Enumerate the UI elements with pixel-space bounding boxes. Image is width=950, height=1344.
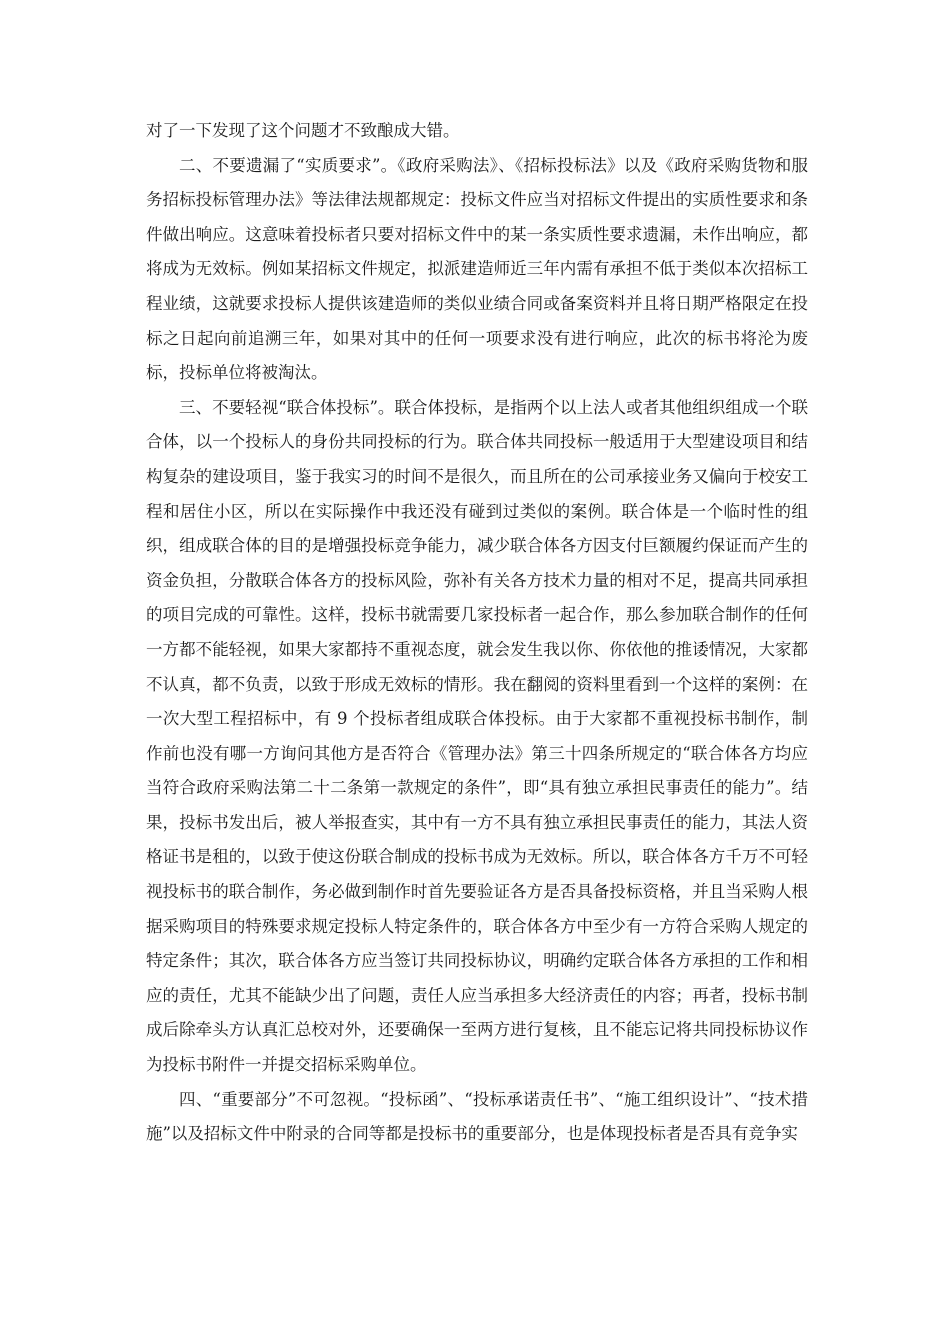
- document-body: [146, 114, 808, 1152]
- paragraph-section-2-substantive-requirements: 二、不要遗漏了“实质要求”。《政府采购法》、《招标投标法》以及《政府采购货物和服务招标投标管理办法》等法律法规都规定：投标文件应当对招标文件提出的实质性要求和条件做出响应。这意味着投标者只要对招标文件中的某一条实质性要求遗漏，未作出响应，都将成为无效标。例如某招标文件规定，拟派建造师近三年内需有承担不低于类似本次招标工程业绩，这就要求投标人提供该建造师的类似业绩合同或备案资料并且将日期严格限定在投标之日起向前追溯三年，如果对其中的任何一项要求没有进行响应，此次的标书将沦为废标，投标单位将被淘汰。: [146, 155, 808, 383]
- paragraph-continuation: 对了一下发现了这个问题才不致酿成大错。: [146, 121, 460, 140]
- paragraph-section-3-consortium-bidding: 三、不要轻视“联合体投标”。联合体投标，是指两个以上法人或者其他组织组成一个联合体，以一个投标人的身份共同投标的行为。联合体共同投标一般适用于大型建设项目和结构复杂的建设项目，鉴于我实习的时间不是很久，而且所在的公司承接业务又偏向于校安工程和居住小区，所以在实际操作中我还没有碰到过类似的案例。联合体是一个临时性的组织，组成联合体的目的是增强投标竞争能力，减少联合体各方因支付巨额履约保证而产生的资金负担，分散联合体各方的投标风险，弥补有关各方技术力量的相对不足，提高共同承担的项目完成的可靠性。这样，投标书就需要几家投标者一起合作，那么参加联合制作的任何一方都不能轻视，如果大家都持不重视态度，就会发生我以你、你依他的推诿情况，大家都不认真，都不负责，以致于形成无效标的情形。我在翻阅的资料里看到一个这样的案例：在一次大型工程招标中，有 9 个投标者组成联合体投标。由于大家都不重视投标书制作，制作前也没有哪一方询问其他方是否符合《管理办法》第三十四条所规定的“联合体各方均应当符合政府采购法第二十二条第一款规定的条件”，即“具有独立承担民事责任的能力”。结果，投标书发出后，被人举报查实，其中有一方不具有独立承担民事责任的能力，其法人资格证书是租的，以致于使这份联合制成的投标书成为无效标。所以，联合体各方千万不可轻视投标书的联合制作，务必做到制作时首先要验证各方是否具备投标资格，并且当采购人根据采购项目的特殊要求规定投标人特定条件的，联合体各方中至少有一方符合采购人规定的特定条件；其次，联合体各方应当签订共同投标协议，明确约定联合体各方承担的工作和相应的责任，尤其不能缺少出了问题，责任人应当承担多大经济责任的内容；再者，投标书制成后除牵头方认真汇总校对外，还要确保一至两方进行复核，且不能忘记将共同投标协议作为投标书附件一并提交招标采购单位。: [146, 397, 808, 1075]
- paragraph-section-4-important-parts: 四、“重要部分”不可忽视。“投标函”、“投标承诺责任书”、“施工组织设计”、“技术措施”以及招标文件中附录的合同等都是投标书的重要部分，也是体现投标者是否具有竞争实: [146, 1089, 808, 1144]
